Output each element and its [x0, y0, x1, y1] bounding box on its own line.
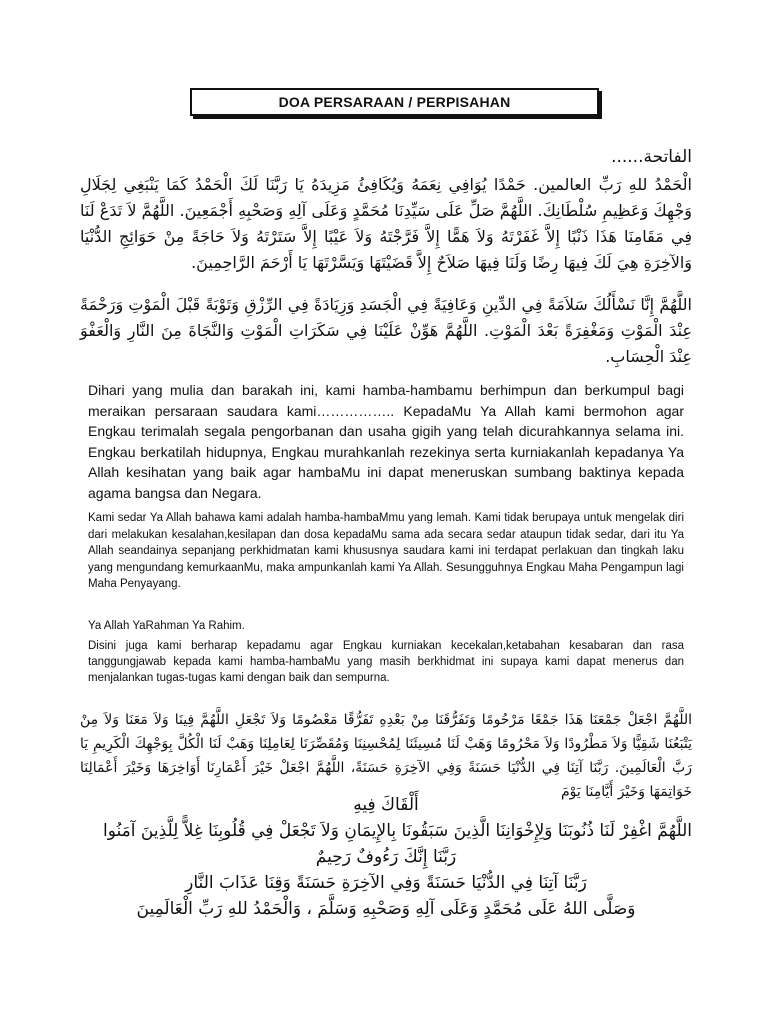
malay-paragraph-3-intro: Ya Allah YaRahman Ya Rahim.: [88, 620, 245, 632]
malay-paragraph-2: Kami sedar Ya Allah bahawa kami adalah hamba-hambaMmu yang lemah. Kami tidak berupaya untuk mengelak diri dari melakukan kesalahan,kesilapan dan dosa kepadaMu sama ada secara sedar ataupun tidak sedar, dari itu Ya Allah seandainya sepanjang perkhidmatan kami khususnya saudara kami ini terdapat perlakuan dan tingkah laku yang mengundang kemurkaanMu, maka ampunkanlah kami Ya Allah. Sesungguhnya Engkau Maha Pengampun lagi Maha Penyayang.: [88, 512, 684, 590]
arabic-ending-line-3: رَبَّنَا آتِنَا فِي الدُّنْيَا حَسَنَةً وَفِي الآخِرَةِ حَسَنَةً وَقِنَا عَذَابَ النَّارِ: [185, 873, 587, 893]
arabic-fatihah-paragraph: [80, 144, 692, 282]
arabic-salamah-text: اللَّهُمَّ إِنَّا نَسْأَلُكَ سَلاَمَةً فِي الدِّينِ وَعَافِيَةً فِي الْجَسَدِ وَزِيَادَةً فِي الرِّزْقِ وَتَوْبَةً قَبْلَ الْمَوْتِ وَرَحْمَةً عِنْدَ الْمَوْتِ وَمَغْفِرَةً بَعْدَ الْمَوْتِ. اللَّهُمَّ هَوِّنْ عَلَيْنَا فِي سَكَرَاتِ الْمَوْتِ وَالنَّجَاةَ مِنَ النَّارِ وَالْعَفْوَ عِنْدَ الْحِسَابِ.: [80, 295, 692, 366]
malay-paragraph-1: Dihari yang mulia dan barakah ini, kami hamba-hambamu berhimpun dan berkumpul bagi meraikan persaraan saudara kami…………….. KepadaMu Ya Allah kami bermohon agar Engkau terimalah segala pengorbanan dan usaha gigih yang telah dicurahkannya selama ini. Engkau berkatilah hidupnya, Engkau murahkanlah rezekinya serta kurniakanlah kepadanya Ya Allah kesihatan yang baik agar hambaMu ini dapat meneruskan sumbang baktinya kepada agama bangsa dan Negara.: [88, 382, 684, 501]
malay-paragraph-3: [88, 618, 684, 700]
arabic-salamah-paragraph: [80, 292, 692, 372]
arabic-closing-doa: [80, 792, 692, 928]
arabic-ending-line-1: أَلْقَاكَ فِيهِ: [353, 795, 419, 815]
arabic-ending-line-2: اللَّهُمَّ اغْفِرْ لَنَا ذُنُوبَنَا وَلِإِخْوَانِنَا الَّذِينَ سَبَقُونَا بِالإِيمَانِ وَلاَ تَجْعَلْ فِي قُلُوبِنَا غِلاًّ لِلَّذِينَ آمَنُوا رَبَّنَا إِنَّكَ رَءُوفٌ رَحِيمٌ: [103, 821, 692, 867]
arabic-doa-text: اللَّهُمَّ اجْعَلْ جَمْعَنَا هَذَا جَمْعًا مَرْحُومًا وَتَفَرُّقَنَا مِنْ بَعْدِهِ تَفَرُّقًا مَعْصُومًا وَلاَ تَجْعَلِ اللَّهُمَّ فِينَا وَلاَ مَعَنَا وَلاَ مِنْ يَتْبَعُنَا شَقِيًّا وَلاَ مَطْرُودًا وَلاَ مَحْرُومًا وَهَبْ لَنَا مُسِيئَنَا لِمُحْسِنِنَا وَمُقَصِّرَنَا لِعَامِلِنَا وَهَبْ لَنَا الْكُلَّ بِوَجْهِكَ الْكَرِيمِ يَا رَبَّ الْعَالَمِينَ. رَبَّنَا آتِنَا فِي الدُّنْيَا حَسَنَةً وَفِي الآخِرَةِ حَسَنَةً، اللَّهُمَّ اجْعَلْ خَيْرَ أَعْمَارِنَا أَوَاخِرَهَا وَخَيْرَ أَعْمَالِنَا خَوَاتِمَهَا وَخَيْرَ أَيَّامِنَا يَوْمَ: [80, 712, 692, 800]
document-title: DOA PERSARAAN / PERPISAHAN: [190, 88, 599, 116]
malay-paragraph-3-text: Disini juga kami berharap kepadamu agar Engkau kurniakan kecekalan,ketabahan kesabaran dan rasa tanggungjawab kepada kami hamba-hambaMu yang masih berkhidmat ini supaya kami dapat menerus dan menjalankan tugas-tugas kami dengan baik dan sempurna.: [88, 640, 684, 684]
fatihah-label: الفاتحة......: [611, 147, 692, 167]
arabic-fatihah-text: الْحَمْدُ للهِ رَبِّ العالمين. حَمْدًا يُوَافِي نِعَمَهُ وَيُكَافِئُ مَزِيدَهُ يَا رَبَّنَا لَكَ الْحَمْدُ كَمَا يَنْبَغِي لِجَلَالِ وَجْهِكَ وَعَظِيمِ سُلْطَانِكَ. اللَّهُمَّ صَلِّ عَلَى سَيِّدِنَا مُحَمَّدٍ وَعَلَى آلِهِ وَصَحْبِهِ أَجْمَعِينَ. اللَّهُمَّ لاَ تَدَعْ لَنَا فِي مَقَامِنَا هَذَا ذَنْبًا إِلاَّ غَفَرْتَهُ وَلاَ هَمًّا إِلاَّ فَرَّجْتَهُ وَلاَ عَيْبًا إِلاَّ سَتَرْتَهُ وَلاَ حَاجَةً مِنْ حَوَائِجِ الدُّنْيَا وَالآخِرَةِ هِيَ لَكَ فِيهَا رِضًا وَلَنَا فِيهَا صَلاَحٌ إِلاَّ قَضَيْتَهَا وَيَسَّرْتَهَا يَا أَرْحَمَ الرَّاحِمِينَ.: [80, 175, 692, 272]
arabic-ending-line-4: وَصَلَّى اللهُ عَلَى مُحَمَّدٍ وَعَلَى آلِهِ وَصَحْبِهِ وَسَلَّمَ ، وَالْحَمْدُ للهِ رَبِّ الْعَالَمِينَ: [136, 899, 636, 919]
arabic-doa-paragraph: [80, 708, 692, 800]
